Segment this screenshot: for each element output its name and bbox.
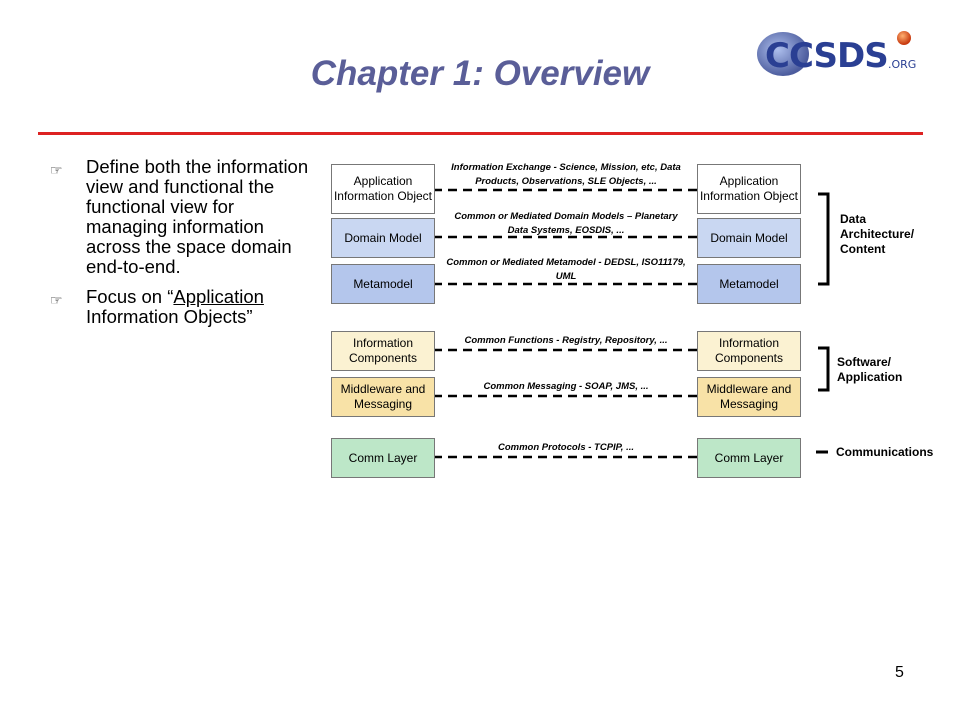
row-caption: Common Functions - Registry, Repository, ... — [464, 335, 668, 346]
data-bracket — [818, 194, 828, 284]
row-caption: Common or Mediated Domain Models – Planetary Data Systems, EOSDIS, ... — [454, 211, 678, 236]
right-metamodel-box: Metamodel — [697, 264, 801, 304]
left-metamodel-box: Metamodel — [331, 264, 435, 304]
row-caption: Common Messaging - SOAP, JMS, ... — [483, 381, 649, 392]
right-middleware-box: Middleware and Messaging — [697, 377, 801, 417]
right-info-components-box: Information Components — [697, 331, 801, 371]
bullet-prefix: Focus on “ — [86, 286, 174, 307]
group-label-data: Data Architecture/ Content — [840, 212, 915, 256]
software-bracket — [818, 348, 828, 390]
pointing-hand-icon: ☞ — [50, 292, 63, 308]
row-caption: Information Exchange - Science, Mission, etc, Data Products, Observations, SLE Objects, ... — [451, 162, 681, 187]
group-label-software: Software/ Application — [837, 355, 903, 384]
row-caption: Common Protocols - TCPIP, ... — [497, 442, 634, 453]
row-caption: Common or Mediated Metamodel - DEDSL, ISO11179, UML — [446, 257, 686, 282]
left-app-info-object-box: Application Information Object — [331, 164, 435, 214]
right-comm-layer-box: Comm Layer — [697, 438, 801, 478]
logo-suffix: .ORG — [888, 58, 917, 71]
left-comm-layer-box: Comm Layer — [331, 438, 435, 478]
logo-text: CCSDS — [765, 36, 888, 76]
right-app-info-object-box: Application Information Object — [697, 164, 801, 214]
bullet-underlined: Application — [173, 286, 264, 307]
pointing-hand-icon: ☞ — [50, 162, 63, 178]
bullet-suffix: Information Objects” — [86, 306, 253, 327]
bullet-text: Define both the information view and functional the functional view for managing information across the space domain end-to-end. — [86, 156, 309, 277]
slide-title: Chapter 1: Overview — [310, 54, 650, 93]
left-middleware-box: Middleware and Messaging — [331, 377, 435, 417]
page-number: 5 — [895, 664, 904, 681]
left-info-components-box: Information Components — [331, 331, 435, 371]
left-domain-model-box: Domain Model — [331, 218, 435, 258]
group-label-communications: Communications — [836, 445, 934, 459]
right-domain-model-box: Domain Model — [697, 218, 801, 258]
